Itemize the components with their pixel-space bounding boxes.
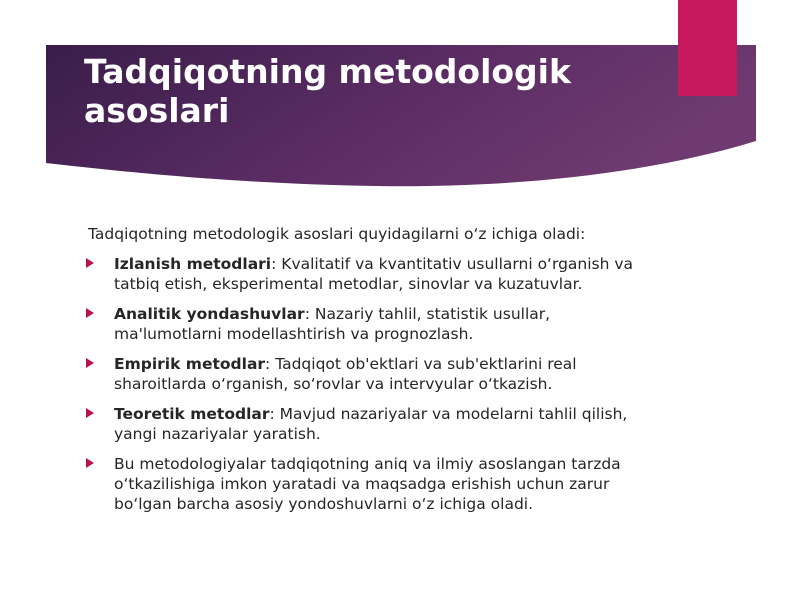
intro-text: Tadqiqotning metodologik asoslari quyidagilarni o‘z ichiga oladi: [88,225,586,243]
bullet-item-izlanish-metodlari [84,254,644,294]
accent-block [678,0,737,96]
triangle-right-icon [86,458,94,468]
bullet-text: : Nazariy tahlil, statistik usullar, ma'lumotlarni modellashtirish va prognozlash. [114,305,551,343]
bullet-text: Bu metodologiyalar tadqiqotning aniq va ilmiy asoslangan tarzda o‘tkazilishiga imkon yaratadi va maqsadga erishish uchun zarur bo‘lgan barcha asosiy yondoshuvlarni o‘z ichiga oladi. [114,455,621,513]
bullet-text: : Tadqiqot ob'ektlari va sub'ektlarini real sharoitlarda o‘rganish, so‘rovlar va intervyular o‘tkazish. [114,355,577,393]
bullet-item-analitik-yondashuvlar [84,304,644,344]
triangle-right-icon [86,408,94,418]
bullet-text: : Kvalitatif va kvantitativ usullarni o‘rganish va tatbiq etish, eksperimental metodlar, sinovlar va kuzatuvlar. [114,255,634,293]
bullet-term: Empirik metodlar [114,355,266,373]
bullet-text: : Mavjud nazariyalar va modelarni tahlil qilish, yangi nazariyalar yaratish. [114,405,628,443]
bullet-term: Teoretik metodlar [114,405,270,423]
triangle-right-icon [86,258,94,268]
bullet-list [84,254,644,524]
bullet-item-empirik-metodlar [84,354,644,394]
slide-title: Tadqiqotning metodologik asoslari [84,52,571,130]
bullet-term: Analitik yondashuvlar [114,305,305,323]
triangle-right-icon [86,358,94,368]
bullet-term: Izlanish metodlari [114,255,272,273]
bullet-item-conclusion [84,454,644,514]
triangle-right-icon [86,308,94,318]
bullet-item-teoretik-metodlar [84,404,644,444]
